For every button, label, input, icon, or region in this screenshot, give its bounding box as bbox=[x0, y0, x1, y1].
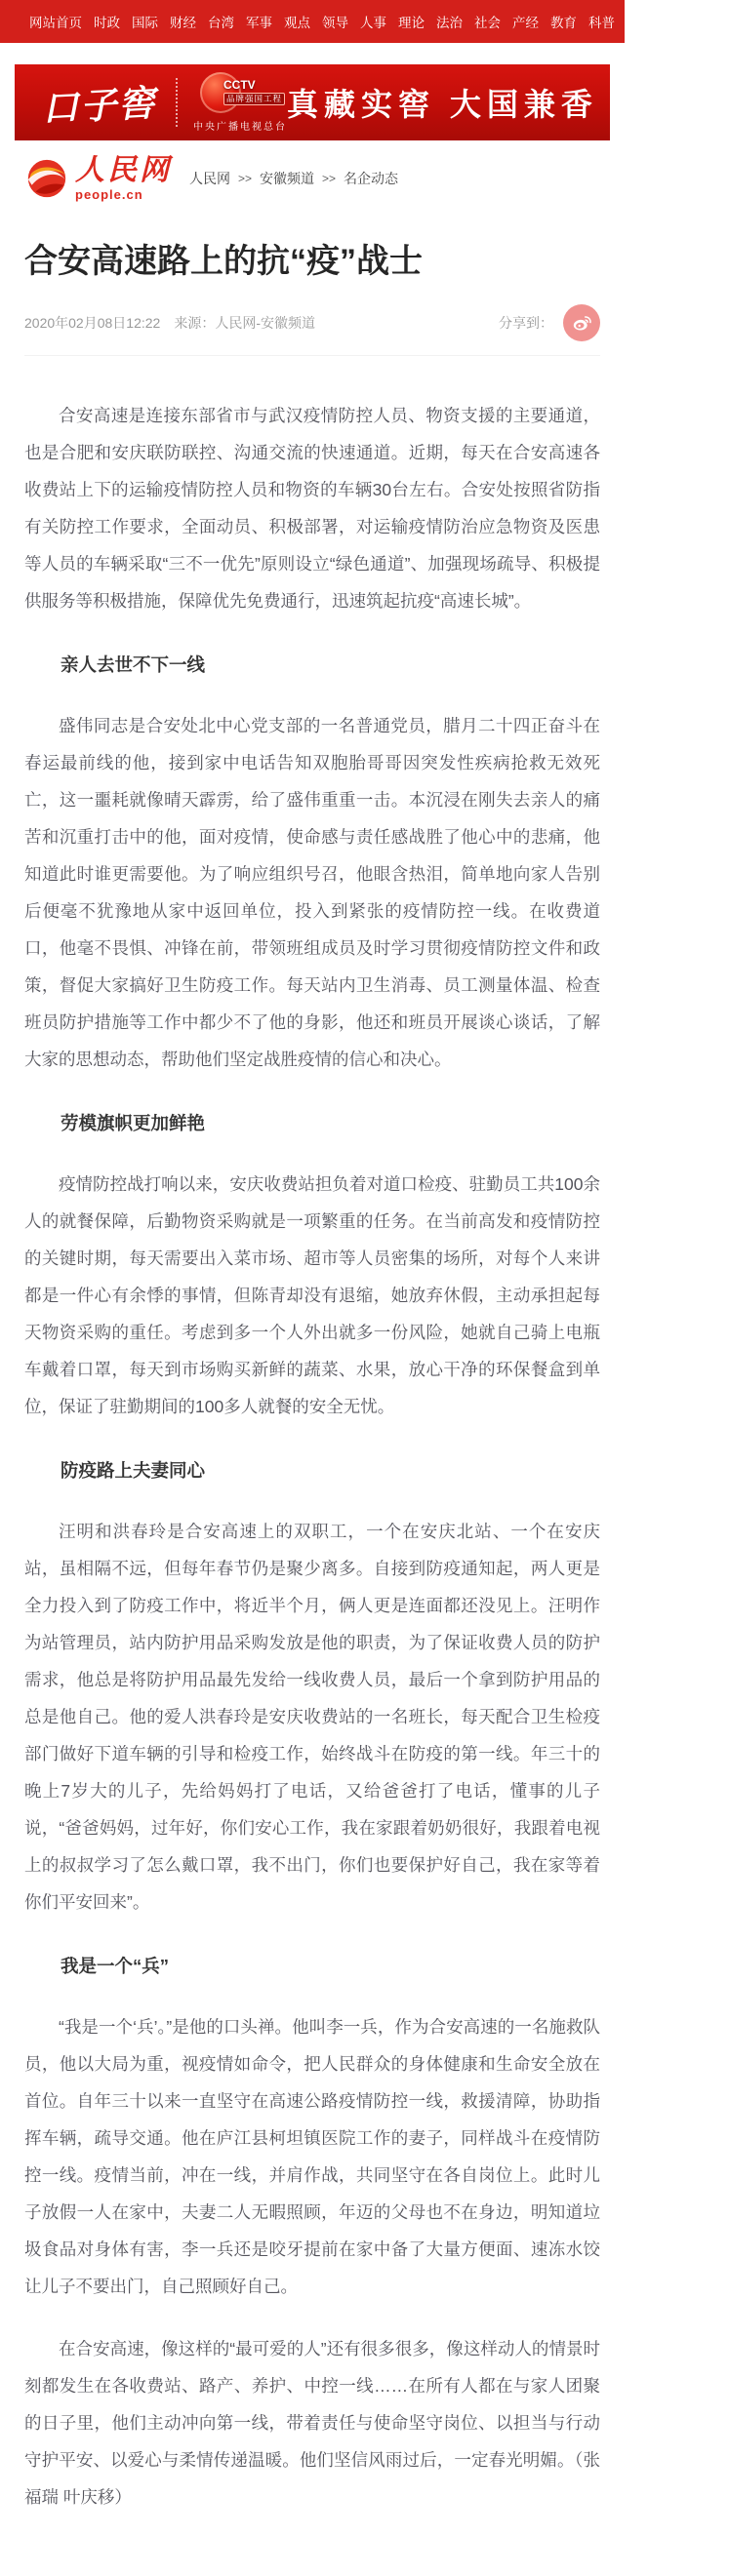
cctv-brand-block bbox=[193, 72, 287, 133]
nav-link[interactable]: 体育 bbox=[627, 16, 653, 30]
share-bar bbox=[499, 304, 600, 341]
banner-divider bbox=[176, 78, 178, 127]
nav-link[interactable]: 领导 bbox=[322, 16, 348, 30]
nav-link[interactable]: 法治 bbox=[436, 16, 463, 30]
article-source bbox=[174, 313, 315, 333]
article-paragraph: 在合安高速，像这样的“最可爱的人”还有很多很多，像这样动人的情景时刻都发生在各收费站、路产、养护、中控一线……在所有人都在与家人团聚的日子里，他们主动冲向第一线，带着责任与使命坚守岗位、以担当与行动守护平安、以爱心与柔情传递温暖。他们坚信风雨过后，一定春光明媚。（张福瑞 叶庆移） bbox=[24, 2338, 600, 2507]
nav-link[interactable]: 产经 bbox=[512, 16, 539, 30]
nav-link[interactable]: 军事 bbox=[246, 16, 272, 30]
article-paragraph: 盛伟同志是合安处北中心党支部的一名普通党员，腊月二十四正奋斗在春运最前线的他，接到家中电话告知双胞胎哥哥因突发性疾病抢救无效死亡，这一噩耗就像晴天霹雳，给了盛伟重重一击。本沉浸在刚失去亲人的痛苦和沉重打击中的他，面对疫情，使命感与责任感战胜了他心中的悲痛，他知道此时谁更需要他。为了响应组织号召，他眼含热泪，简单地向家人告别后便毫不犹豫地从家中返回单位，投入到紧张的疫情防控一线。在收费道口，他毫不畏惧、冲锋在前，带领班组成员及时学习贯彻疫情防控文件和政策，督促大家搞好卫生防疫工作。每天站内卫生消毒、员工测量体温、检查班员防护措施等工作中都少不了他的身影，他还和班员开展谈心谈话，了解大家的思想动态，帮助他们坚定战胜疫情的信心和决心。 bbox=[24, 716, 600, 1070]
share-label: 分享到： bbox=[499, 315, 553, 332]
cctv-emblem-icon bbox=[198, 72, 282, 115]
nav-link[interactable]: 人事 bbox=[360, 16, 386, 30]
section-heading: 防疫路上夫妻同心 bbox=[61, 1459, 206, 1481]
section-heading: 我是一个“兵” bbox=[61, 1955, 170, 1976]
nav-link[interactable]: 科普 bbox=[588, 16, 615, 30]
article-meta bbox=[24, 304, 600, 356]
source-label: 来源： bbox=[174, 315, 216, 332]
nav-link[interactable]: 文化 bbox=[665, 16, 691, 30]
peoplecn-logo[interactable] bbox=[24, 156, 172, 201]
nav-link[interactable]: 社会 bbox=[474, 16, 501, 30]
logo-en-text: people.cn bbox=[75, 187, 143, 202]
ad-banner[interactable] bbox=[15, 64, 610, 140]
cctv-program-label: 品牌强国工程 bbox=[223, 93, 285, 105]
article-paragraph: 合安高速是连接东部省市与武汉疫情防控人员、物资支援的主要通道，也是合肥和安庆联防联控、沟通交流的快速通道。近期，每天在合安高速各收费站上下的运输疫情防控人员和物资的车辆30台左右。合安处按照省防指有关防控工作要求，全面动员、积极部署，对运输疫情防治应急物资及医患等人员的车辆采取“三不一优先”原则设立“绿色通道”、加强现场疏导、积极提供服务等积极措施，保障优先免费通行，迅速筑起抗疫“高速长城”。 bbox=[24, 406, 600, 612]
logo-cn-text: 人民网 bbox=[75, 154, 172, 186]
nav-link[interactable]: 财经 bbox=[170, 16, 196, 30]
breadcrumb-separator: >> bbox=[238, 172, 253, 185]
article-body bbox=[24, 397, 600, 2576]
breadcrumb bbox=[189, 169, 398, 188]
nav-link[interactable]: 观点 bbox=[284, 16, 310, 30]
weibo-icon bbox=[570, 311, 593, 335]
breadcrumb-separator: >> bbox=[322, 172, 337, 185]
nav-link[interactable]: 书画 bbox=[703, 16, 729, 30]
nav-link[interactable]: 教育 bbox=[550, 16, 577, 30]
site-header bbox=[0, 140, 625, 209]
nav-link[interactable]: 国际 bbox=[132, 16, 158, 30]
article-paragraph: “我是一个‘兵’。”是他的口头禅。他叫李一兵，作为合安高速的一名施救队员，他以大局为重，视疫情如命令，把人民群众的身体健康和生命安全放在首位。自年三十以来一直坚守在高速公路疫情防控一线，救援清障，协助指挥车辆，疏导交通。他在庐江县柯坦镇医院工作的妻子，同样战斗在疫情防控一线。疫情当前，冲在一线，并肩作战，共同坚守在各自岗位上。此时儿子放假一人在家中，夫妻二人无暇照顾，年迈的父母也不在身边，明知道垃圾食品对身体有害，李一兵还是咬牙提前在家中备了大量方便面、速冻水饺让儿子不要出门，自己照顾好自己。 bbox=[24, 2016, 600, 2296]
section-heading: 亲人去世不下一线 bbox=[61, 654, 206, 676]
page-title: 合安高速路上的抗“疫”战士 bbox=[24, 243, 423, 280]
section-heading: 劳模旗帜更加鲜艳 bbox=[61, 1113, 206, 1134]
nav-link[interactable]: 台湾 bbox=[208, 16, 234, 30]
breadcrumb-channel[interactable]: 安徽频道 bbox=[260, 171, 315, 186]
breadcrumb-section[interactable]: 名企动态 bbox=[344, 171, 399, 186]
cctv-org-label: 中央广播电视总台 bbox=[193, 122, 287, 133]
weibo-share-button[interactable] bbox=[563, 304, 600, 341]
nav-link[interactable]: 时政 bbox=[94, 16, 120, 30]
cctv-label: CCTV bbox=[223, 78, 256, 92]
nav-link[interactable]: 理论 bbox=[398, 16, 425, 30]
source-link[interactable]: 人民网-安徽频道 bbox=[215, 315, 315, 332]
article-paragraph: 疫情防控战打响以来，安庆收费站担负着对道口检疫、驻勤员工共100余人的就餐保障，后勤物资采购就是一项繁重的任务。在当前高发和疫情防控的关键时期，每天需要出入菜市场、超市等人员密集的场所，对每个人来讲都是一件心有余悸的事情，但陈青却没有退缩，她放弃休假，主动承担起每天物资采购的重任。考虑到多一个人外出就多一份风险，她就自己骑上电瓶车戴着口罩，每天到市场购买新鲜的蔬菜、水果，放心干净的环保餐盒到单位，保证了驻勤期间的100多人就餐的安全无忧。 bbox=[24, 1173, 600, 1416]
ad-brand-logo: 口子窖 bbox=[41, 83, 158, 131]
breadcrumb-home[interactable]: 人民网 bbox=[189, 171, 230, 186]
globe-swirl-icon bbox=[24, 156, 69, 201]
article-date: 2020年02月08日12:22 bbox=[24, 315, 161, 332]
nav-link[interactable]: 网站首页 bbox=[29, 16, 82, 30]
top-nav bbox=[0, 0, 729, 43]
article-paragraph: 汪明和洪春玲是合安高速上的双职工，一个在安庆北站、一个在安庆站，虽相隔不远，但每年春节仍是聚少离多。自接到防疫通知起，两人更是全力投入到了防疫工作中，将近半个月，俩人更是连面都还没见上。汪明作为站管理员，站内防护用品采购发放是他的职责，为了保证收费人员的防护需求，他总是将防护用品最先发给一线收费人员，最后一个拿到防护用品的总是他自己。他的爱人洪春玲是安庆收费站的一名班长，每天配合卫生检疫部门做好下道车辆的引导和检疫工作，始终战斗在防疫的第一线。年三十的晚上7岁大的儿子，先给妈妈打了电话，又给爸爸打了电话，懂事的儿子说，“爸爸妈妈，过年好，你们安心工作，我在家跟着奶奶很好，我跟着电视上的叔叔学习了怎么戴口罩，我不出门，你们也要保护好自己，我在家等着你们平安回来”。 bbox=[24, 1521, 600, 1912]
ad-slogan: 真藏实窖 大国兼香 bbox=[287, 87, 598, 122]
